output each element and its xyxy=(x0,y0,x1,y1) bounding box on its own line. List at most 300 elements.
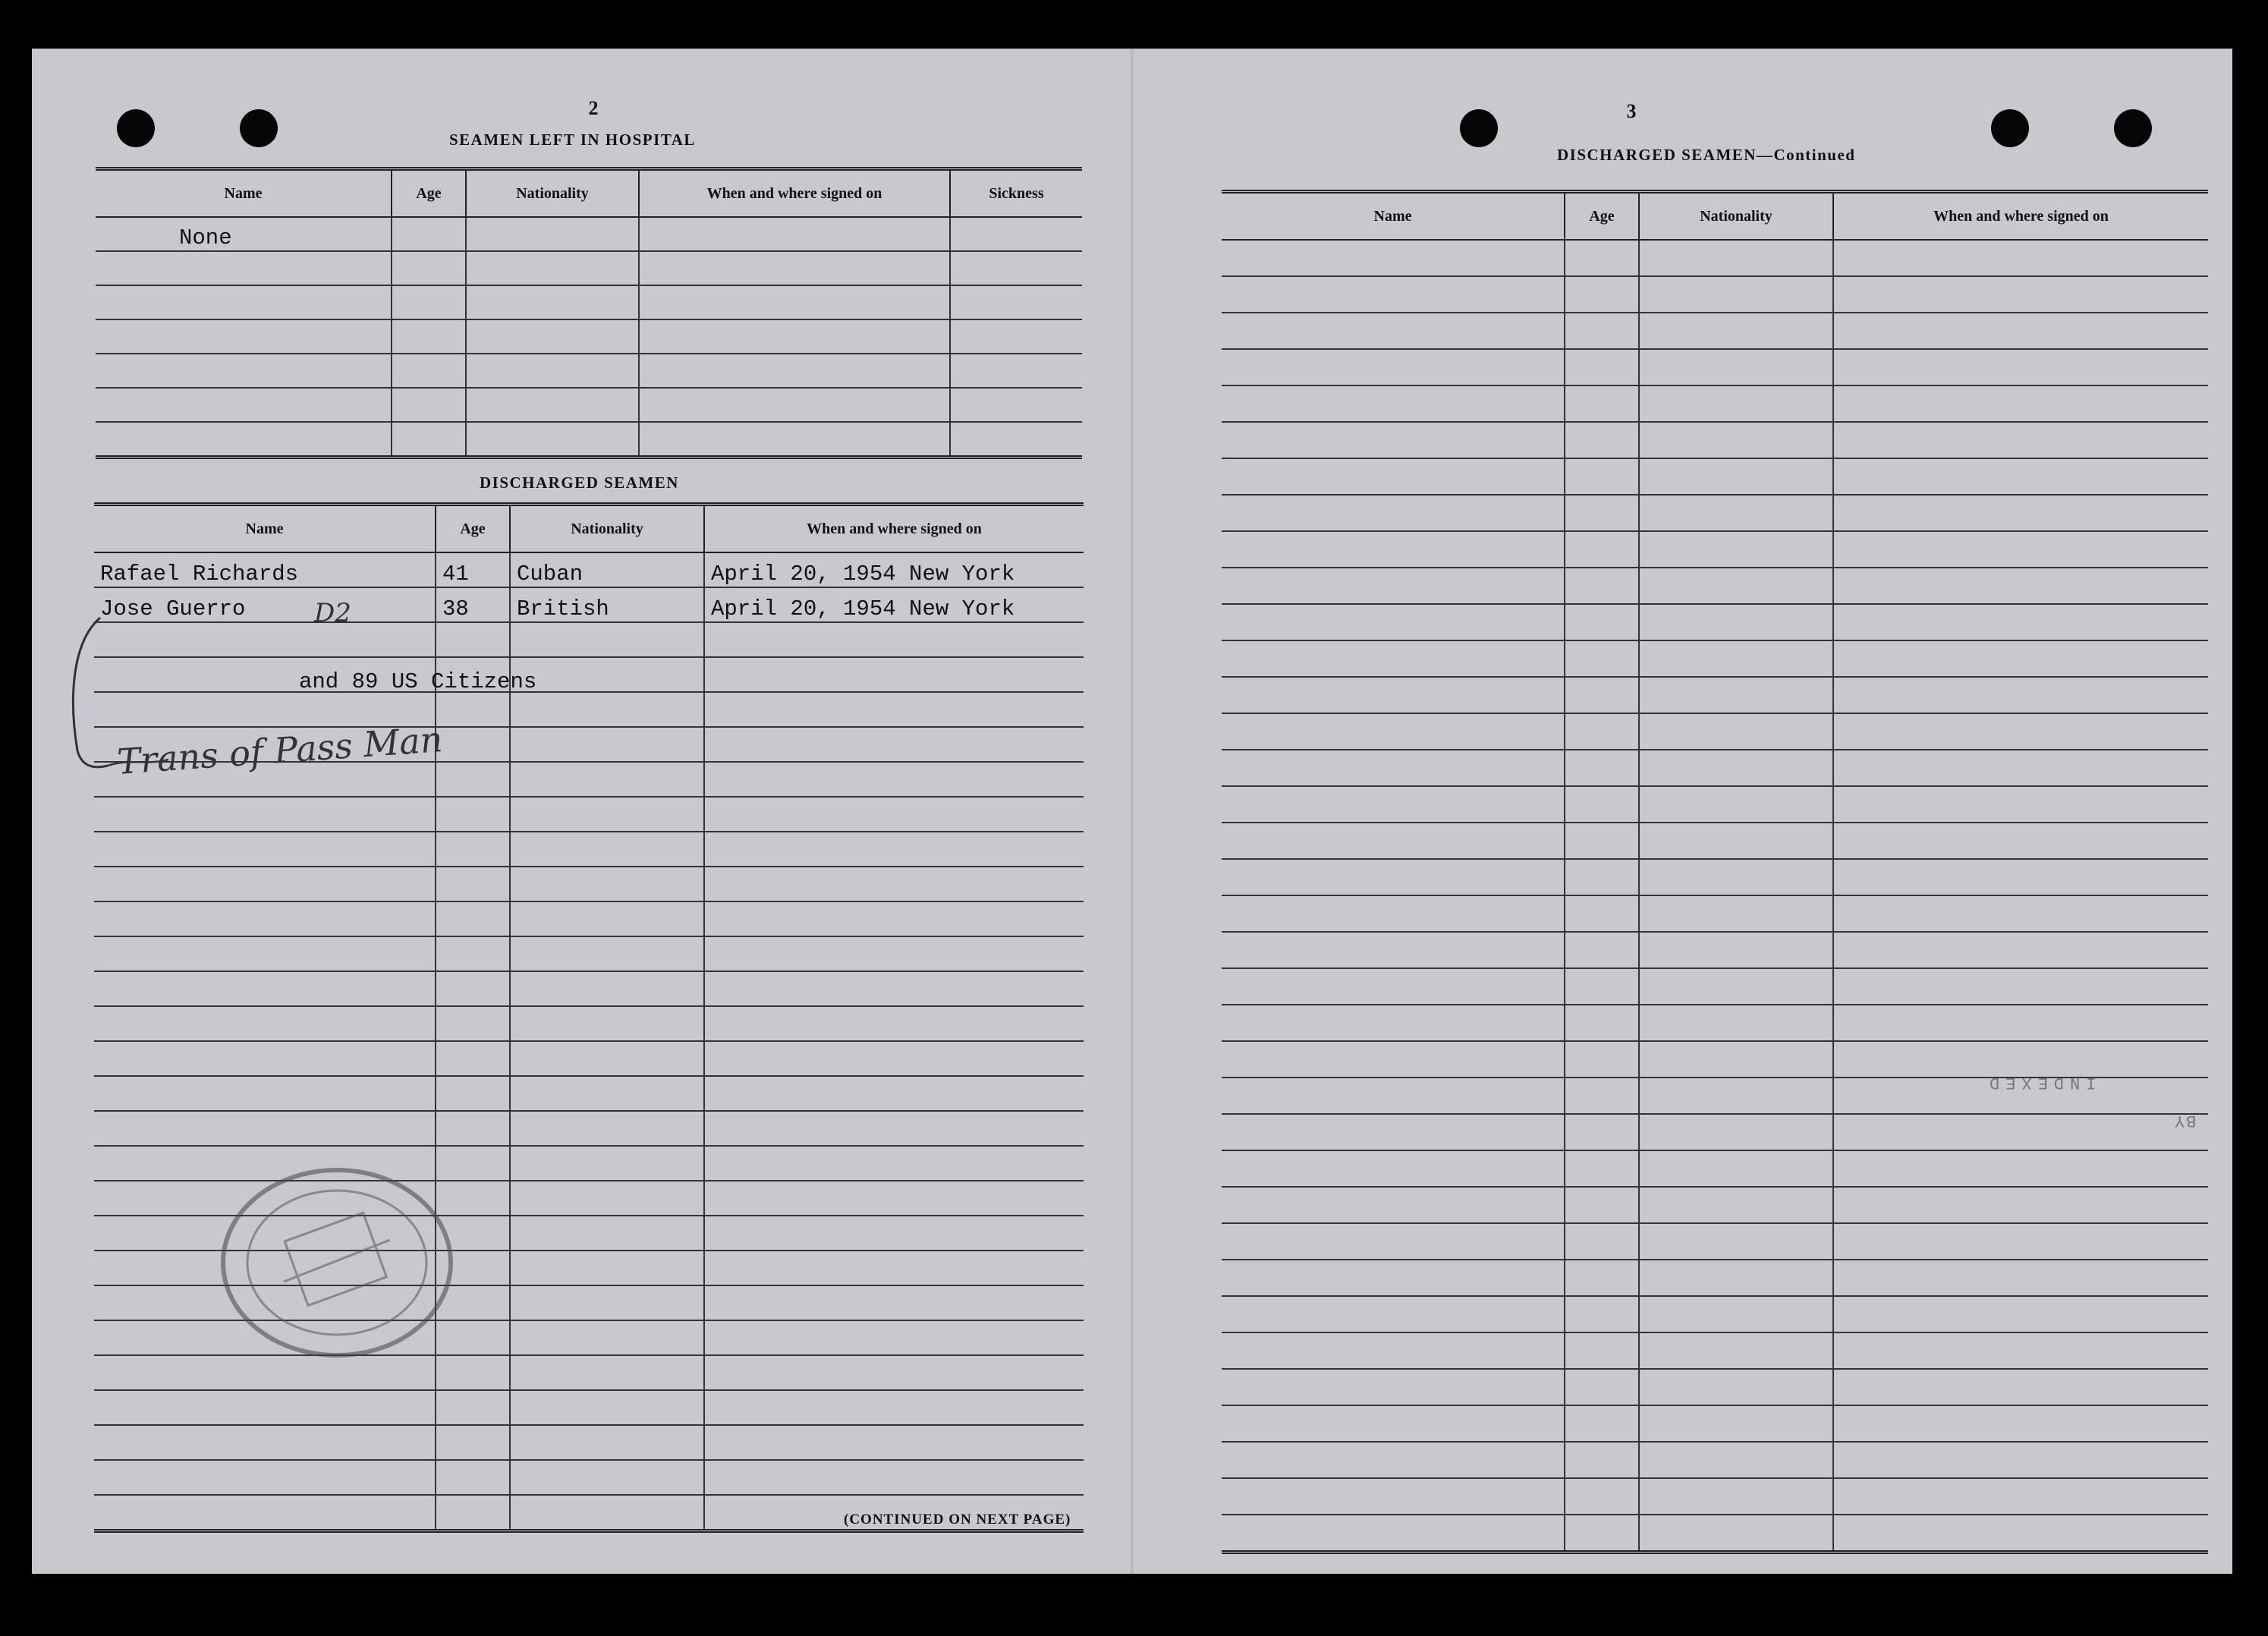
table-cell xyxy=(1833,1296,2208,1332)
table-cell xyxy=(950,388,1082,422)
table-cell xyxy=(1222,713,1565,750)
table-cell xyxy=(1222,1223,1565,1260)
table-cell xyxy=(704,1006,1084,1041)
table-cell xyxy=(704,1425,1084,1460)
table-cell xyxy=(510,1006,704,1041)
table-cell xyxy=(94,1006,436,1041)
column-header: Sickness xyxy=(950,169,1082,218)
continued-footer: (CONTINUED ON NEXT PAGE) xyxy=(844,1512,1071,1527)
table-cell xyxy=(466,217,639,251)
table-row xyxy=(1222,1114,2208,1150)
table-row xyxy=(1222,968,2208,1005)
table-cell xyxy=(1565,1150,1639,1187)
table-cell xyxy=(950,422,1082,458)
table-cell xyxy=(1833,640,2208,677)
table-cell xyxy=(1222,313,1565,349)
column-header: Age xyxy=(436,505,510,553)
table-cell xyxy=(1639,1405,1833,1442)
table-cell xyxy=(1833,1223,2208,1260)
table-cell xyxy=(1565,895,1639,932)
table-cell xyxy=(510,1216,704,1251)
table-cell xyxy=(1833,604,2208,640)
table-cell xyxy=(1639,859,1833,895)
table-row xyxy=(94,1390,1084,1425)
table-cell xyxy=(704,1355,1084,1390)
table-cell xyxy=(392,354,466,388)
table-cell xyxy=(510,762,704,797)
table-cell xyxy=(510,1320,704,1355)
punch-hole xyxy=(117,109,155,147)
punch-hole xyxy=(1460,109,1498,147)
table-cell xyxy=(1222,458,1565,495)
table-cell xyxy=(1833,1150,2208,1187)
table-cell xyxy=(1565,823,1639,859)
table-row xyxy=(96,422,1082,458)
hospital-table xyxy=(96,167,1082,459)
table-cell xyxy=(1565,568,1639,604)
table-cell xyxy=(466,319,639,354)
table-cell xyxy=(392,285,466,319)
table-cell xyxy=(1833,1260,2208,1296)
column-header: When and where signed on xyxy=(639,169,950,218)
table-cell xyxy=(704,1251,1084,1285)
table-cell xyxy=(639,285,950,319)
table-cell xyxy=(510,692,704,727)
table-cell xyxy=(704,692,1084,727)
table-cell xyxy=(1222,604,1565,640)
table-cell xyxy=(704,622,1084,657)
table-cell: None xyxy=(96,217,392,251)
table-cell xyxy=(1833,385,2208,422)
table-cell xyxy=(436,936,510,971)
table-cell xyxy=(1565,1405,1639,1442)
table-row xyxy=(1222,1332,2208,1369)
table-cell xyxy=(1222,1260,1565,1296)
table-cell xyxy=(704,1111,1084,1146)
punch-hole xyxy=(2114,109,2152,147)
table-row xyxy=(1222,313,2208,349)
table-cell xyxy=(639,217,950,251)
table-row xyxy=(96,217,1082,251)
table-cell xyxy=(510,1495,704,1531)
table-cell xyxy=(1565,531,1639,568)
table-cell xyxy=(1833,1187,2208,1223)
table-cell xyxy=(1565,932,1639,968)
table-cell xyxy=(1565,786,1639,823)
left-page xyxy=(32,49,1132,1574)
table-cell xyxy=(1639,1150,1833,1187)
table-cell xyxy=(1222,385,1565,422)
table-cell xyxy=(1833,1478,2208,1515)
table-cell xyxy=(704,832,1084,867)
column-header: Nationality xyxy=(510,505,704,553)
column-header: Nationality xyxy=(466,169,639,218)
table-cell xyxy=(1833,422,2208,458)
table-cell xyxy=(436,1041,510,1076)
table-cell xyxy=(1833,1405,2208,1442)
table-cell xyxy=(510,1425,704,1460)
table-cell xyxy=(950,217,1082,251)
table-row xyxy=(94,1006,1084,1041)
table-cell xyxy=(1565,1078,1639,1114)
table-cell xyxy=(1222,240,1565,276)
table-cell xyxy=(510,1146,704,1181)
table-cell xyxy=(1833,713,2208,750)
discharged-continued-table xyxy=(1222,190,2208,1554)
table-row xyxy=(94,936,1084,971)
table-cell xyxy=(1222,677,1565,713)
column-header: Age xyxy=(1565,192,1639,241)
table-cell xyxy=(1565,1332,1639,1369)
table-cell xyxy=(1565,640,1639,677)
table-cell xyxy=(1833,1041,2208,1078)
table-cell xyxy=(1833,750,2208,786)
table-row xyxy=(94,867,1084,901)
table-row xyxy=(1222,276,2208,313)
table-cell xyxy=(392,388,466,422)
table-cell xyxy=(1639,531,1833,568)
table-cell xyxy=(1222,895,1565,932)
table-row xyxy=(1222,349,2208,385)
table-cell xyxy=(704,1216,1084,1251)
table-cell xyxy=(436,1460,510,1495)
table-cell xyxy=(510,797,704,832)
table-cell xyxy=(704,1181,1084,1216)
table-cell xyxy=(950,251,1082,285)
table-cell xyxy=(466,422,639,458)
column-header: Age xyxy=(392,169,466,218)
table-cell xyxy=(1222,1150,1565,1187)
table-cell xyxy=(1222,276,1565,313)
table-cell xyxy=(94,1425,436,1460)
table-cell xyxy=(510,622,704,657)
table-cell xyxy=(1565,240,1639,276)
table-cell xyxy=(1222,349,1565,385)
table-cell: April 20, 1954 New York xyxy=(704,552,1084,587)
table-cell xyxy=(950,354,1082,388)
table-cell xyxy=(1222,786,1565,823)
table-cell xyxy=(1639,1369,1833,1405)
table-cell xyxy=(1565,968,1639,1005)
table-cell xyxy=(1833,786,2208,823)
table-cell xyxy=(1833,968,2208,1005)
table-cell xyxy=(436,971,510,1006)
table-cell xyxy=(1639,823,1833,859)
table-cell xyxy=(1833,568,2208,604)
table-cell xyxy=(94,832,436,867)
table-row xyxy=(1222,385,2208,422)
table-cell xyxy=(1222,640,1565,677)
table-cell: 38 xyxy=(436,587,510,622)
table-cell: Jose Guerro xyxy=(94,587,436,622)
table-cell xyxy=(510,1181,704,1216)
table-cell xyxy=(1565,1223,1639,1260)
table-cell xyxy=(639,251,950,285)
table-row xyxy=(1222,859,2208,895)
table-cell xyxy=(510,971,704,1006)
table-cell xyxy=(1222,1114,1565,1150)
table-cell xyxy=(466,388,639,422)
table-cell xyxy=(1639,895,1833,932)
table-cell xyxy=(1222,968,1565,1005)
table-cell xyxy=(1565,1260,1639,1296)
table-cell xyxy=(94,901,436,936)
table-cell xyxy=(466,354,639,388)
table-cell: Cuban xyxy=(510,552,704,587)
table-cell xyxy=(704,1320,1084,1355)
table-row xyxy=(1222,1369,2208,1405)
table-cell xyxy=(1639,1515,1833,1553)
table-cell xyxy=(1639,422,1833,458)
table-cell xyxy=(1222,1442,1565,1478)
table-cell xyxy=(510,1076,704,1111)
table-cell xyxy=(1639,1078,1833,1114)
table-cell xyxy=(1639,1478,1833,1515)
table-cell xyxy=(1565,1478,1639,1515)
table-cell xyxy=(704,1041,1084,1076)
table-cell xyxy=(1565,495,1639,531)
table-cell xyxy=(1222,495,1565,531)
table-cell xyxy=(1639,786,1833,823)
table-cell xyxy=(96,354,392,388)
table-cell xyxy=(1833,1332,2208,1369)
table-cell xyxy=(510,1041,704,1076)
table-cell xyxy=(1639,713,1833,750)
table-cell xyxy=(639,422,950,458)
table-cell xyxy=(510,1460,704,1495)
table-cell xyxy=(1222,1296,1565,1332)
table-cell xyxy=(1639,677,1833,713)
table-cell xyxy=(1833,276,2208,313)
table-cell xyxy=(639,354,950,388)
table-cell xyxy=(436,832,510,867)
table-cell xyxy=(1565,385,1639,422)
table-row xyxy=(1222,1187,2208,1223)
table-cell xyxy=(1222,1478,1565,1515)
table-cell xyxy=(1565,1515,1639,1553)
column-header: Name xyxy=(94,505,436,553)
table-cell xyxy=(1833,1114,2208,1150)
table-cell xyxy=(1639,1296,1833,1332)
table-cell xyxy=(1833,932,2208,968)
table-cell xyxy=(1639,568,1833,604)
table-cell xyxy=(510,657,704,692)
table-cell xyxy=(510,1111,704,1146)
table-cell xyxy=(436,1111,510,1146)
table-cell xyxy=(1639,1041,1833,1078)
table-cell xyxy=(704,1460,1084,1495)
table-row xyxy=(96,354,1082,388)
table-cell xyxy=(1639,932,1833,968)
table-row xyxy=(1222,1005,2208,1041)
table-row xyxy=(1222,1405,2208,1442)
table-cell xyxy=(392,422,466,458)
table-cell xyxy=(704,936,1084,971)
table-cell xyxy=(1222,1041,1565,1078)
table-cell xyxy=(1565,1005,1639,1041)
table-row xyxy=(1222,422,2208,458)
table-row xyxy=(1222,640,2208,677)
table-row xyxy=(96,251,1082,285)
typed-citizens-note: and 89 US Citizens xyxy=(299,669,537,694)
table-row xyxy=(1222,604,2208,640)
table-row xyxy=(94,552,1084,587)
table-cell xyxy=(1833,1005,2208,1041)
column-header: Nationality xyxy=(1639,192,1833,241)
table-row xyxy=(94,1076,1084,1111)
table-row xyxy=(1222,823,2208,859)
table-row xyxy=(1222,932,2208,968)
table-cell xyxy=(94,867,436,901)
table-row xyxy=(1222,1260,2208,1296)
table-cell xyxy=(1639,385,1833,422)
table-cell xyxy=(510,1251,704,1285)
right-page xyxy=(1134,49,2232,1574)
table-row xyxy=(94,1111,1084,1146)
table-cell xyxy=(436,1390,510,1425)
table-cell xyxy=(704,1285,1084,1320)
table-cell xyxy=(1565,422,1639,458)
table-cell xyxy=(1639,1223,1833,1260)
punch-hole xyxy=(240,109,278,147)
table-cell xyxy=(436,901,510,936)
table-row xyxy=(1222,495,2208,531)
table-cell xyxy=(1565,1187,1639,1223)
table-row xyxy=(94,901,1084,936)
table-cell xyxy=(510,867,704,901)
table-cell xyxy=(1222,531,1565,568)
table-cell xyxy=(1565,1369,1639,1405)
table-cell xyxy=(1639,240,1833,276)
table-cell: April 20, 1954 New York xyxy=(704,587,1084,622)
table-row xyxy=(1222,1442,2208,1478)
table-row xyxy=(1222,1150,2208,1187)
table-row xyxy=(1222,677,2208,713)
table-cell xyxy=(1222,1332,1565,1369)
table-cell xyxy=(1565,1296,1639,1332)
table-cell xyxy=(436,1425,510,1460)
table-cell xyxy=(96,251,392,285)
table-cell xyxy=(704,657,1084,692)
table-cell xyxy=(1565,677,1639,713)
table-cell: British xyxy=(510,587,704,622)
page-number: 3 xyxy=(1626,100,1637,122)
table-cell xyxy=(1565,458,1639,495)
table-row xyxy=(1222,786,2208,823)
table-cell xyxy=(704,727,1084,762)
punch-hole xyxy=(1991,109,2029,147)
table-cell xyxy=(1639,495,1833,531)
table-cell xyxy=(510,901,704,936)
table-cell xyxy=(510,1390,704,1425)
table-cell xyxy=(1222,1515,1565,1553)
table-cell xyxy=(96,285,392,319)
table-cell xyxy=(94,1390,436,1425)
table-cell xyxy=(96,388,392,422)
table-row xyxy=(96,285,1082,319)
circular-stamp xyxy=(200,1149,473,1376)
table-cell xyxy=(1833,823,2208,859)
table-row xyxy=(96,319,1082,354)
table-row xyxy=(1222,458,2208,495)
handwritten-mark: D2 xyxy=(314,598,351,628)
table-cell xyxy=(1565,349,1639,385)
table-cell xyxy=(704,762,1084,797)
handwritten-bracket xyxy=(47,614,472,811)
table-cell xyxy=(1565,713,1639,750)
table-cell xyxy=(704,1390,1084,1425)
table-cell xyxy=(510,936,704,971)
table-cell xyxy=(94,1460,436,1495)
table-cell xyxy=(1639,1442,1833,1478)
table-cell xyxy=(436,1076,510,1111)
table-cell xyxy=(436,867,510,901)
table-row xyxy=(1222,713,2208,750)
document-sheet xyxy=(32,49,2232,1574)
table-cell xyxy=(1833,313,2208,349)
table-cell xyxy=(94,1041,436,1076)
table-row xyxy=(1222,1223,2208,1260)
table-cell xyxy=(1565,859,1639,895)
table-row xyxy=(1222,568,2208,604)
table-cell xyxy=(466,285,639,319)
table-cell xyxy=(1222,568,1565,604)
table-row xyxy=(1222,1515,2208,1553)
table-cell xyxy=(1222,823,1565,859)
table-cell xyxy=(436,1495,510,1531)
table-cell xyxy=(436,1006,510,1041)
table-row xyxy=(1222,1296,2208,1332)
table-row xyxy=(94,832,1084,867)
table-row xyxy=(94,1425,1084,1460)
column-header: When and where signed on xyxy=(1833,192,2208,241)
table-row xyxy=(94,1460,1084,1495)
table-cell xyxy=(1639,1114,1833,1150)
table-row xyxy=(94,1041,1084,1076)
table-cell xyxy=(704,867,1084,901)
table-cell xyxy=(1222,422,1565,458)
table-cell xyxy=(1222,1187,1565,1223)
table-cell xyxy=(1639,1260,1833,1296)
table-cell xyxy=(510,727,704,762)
table-cell xyxy=(1565,604,1639,640)
table-cell xyxy=(94,971,436,1006)
table-row xyxy=(94,971,1084,1006)
table-cell xyxy=(510,1355,704,1390)
table-cell xyxy=(1639,458,1833,495)
table-row xyxy=(1222,750,2208,786)
table-row xyxy=(1222,1041,2208,1078)
table-cell xyxy=(1565,1041,1639,1078)
discharged-section-title: DISCHARGED SEAMEN xyxy=(480,473,679,492)
table-cell: Rafael Richards xyxy=(94,552,436,587)
table-cell xyxy=(1222,1078,1565,1114)
table-cell: 41 xyxy=(436,552,510,587)
table-cell xyxy=(96,319,392,354)
table-cell xyxy=(1222,1405,1565,1442)
table-row xyxy=(1222,895,2208,932)
table-cell xyxy=(466,251,639,285)
table-row xyxy=(96,388,1082,422)
table-cell xyxy=(950,319,1082,354)
table-row xyxy=(1222,240,2208,276)
table-cell xyxy=(1639,1187,1833,1223)
table-cell xyxy=(1833,349,2208,385)
handwritten-note: Trans of Pass Man xyxy=(115,719,444,782)
table-cell xyxy=(1639,604,1833,640)
table-cell xyxy=(1639,968,1833,1005)
table-cell xyxy=(1833,677,2208,713)
